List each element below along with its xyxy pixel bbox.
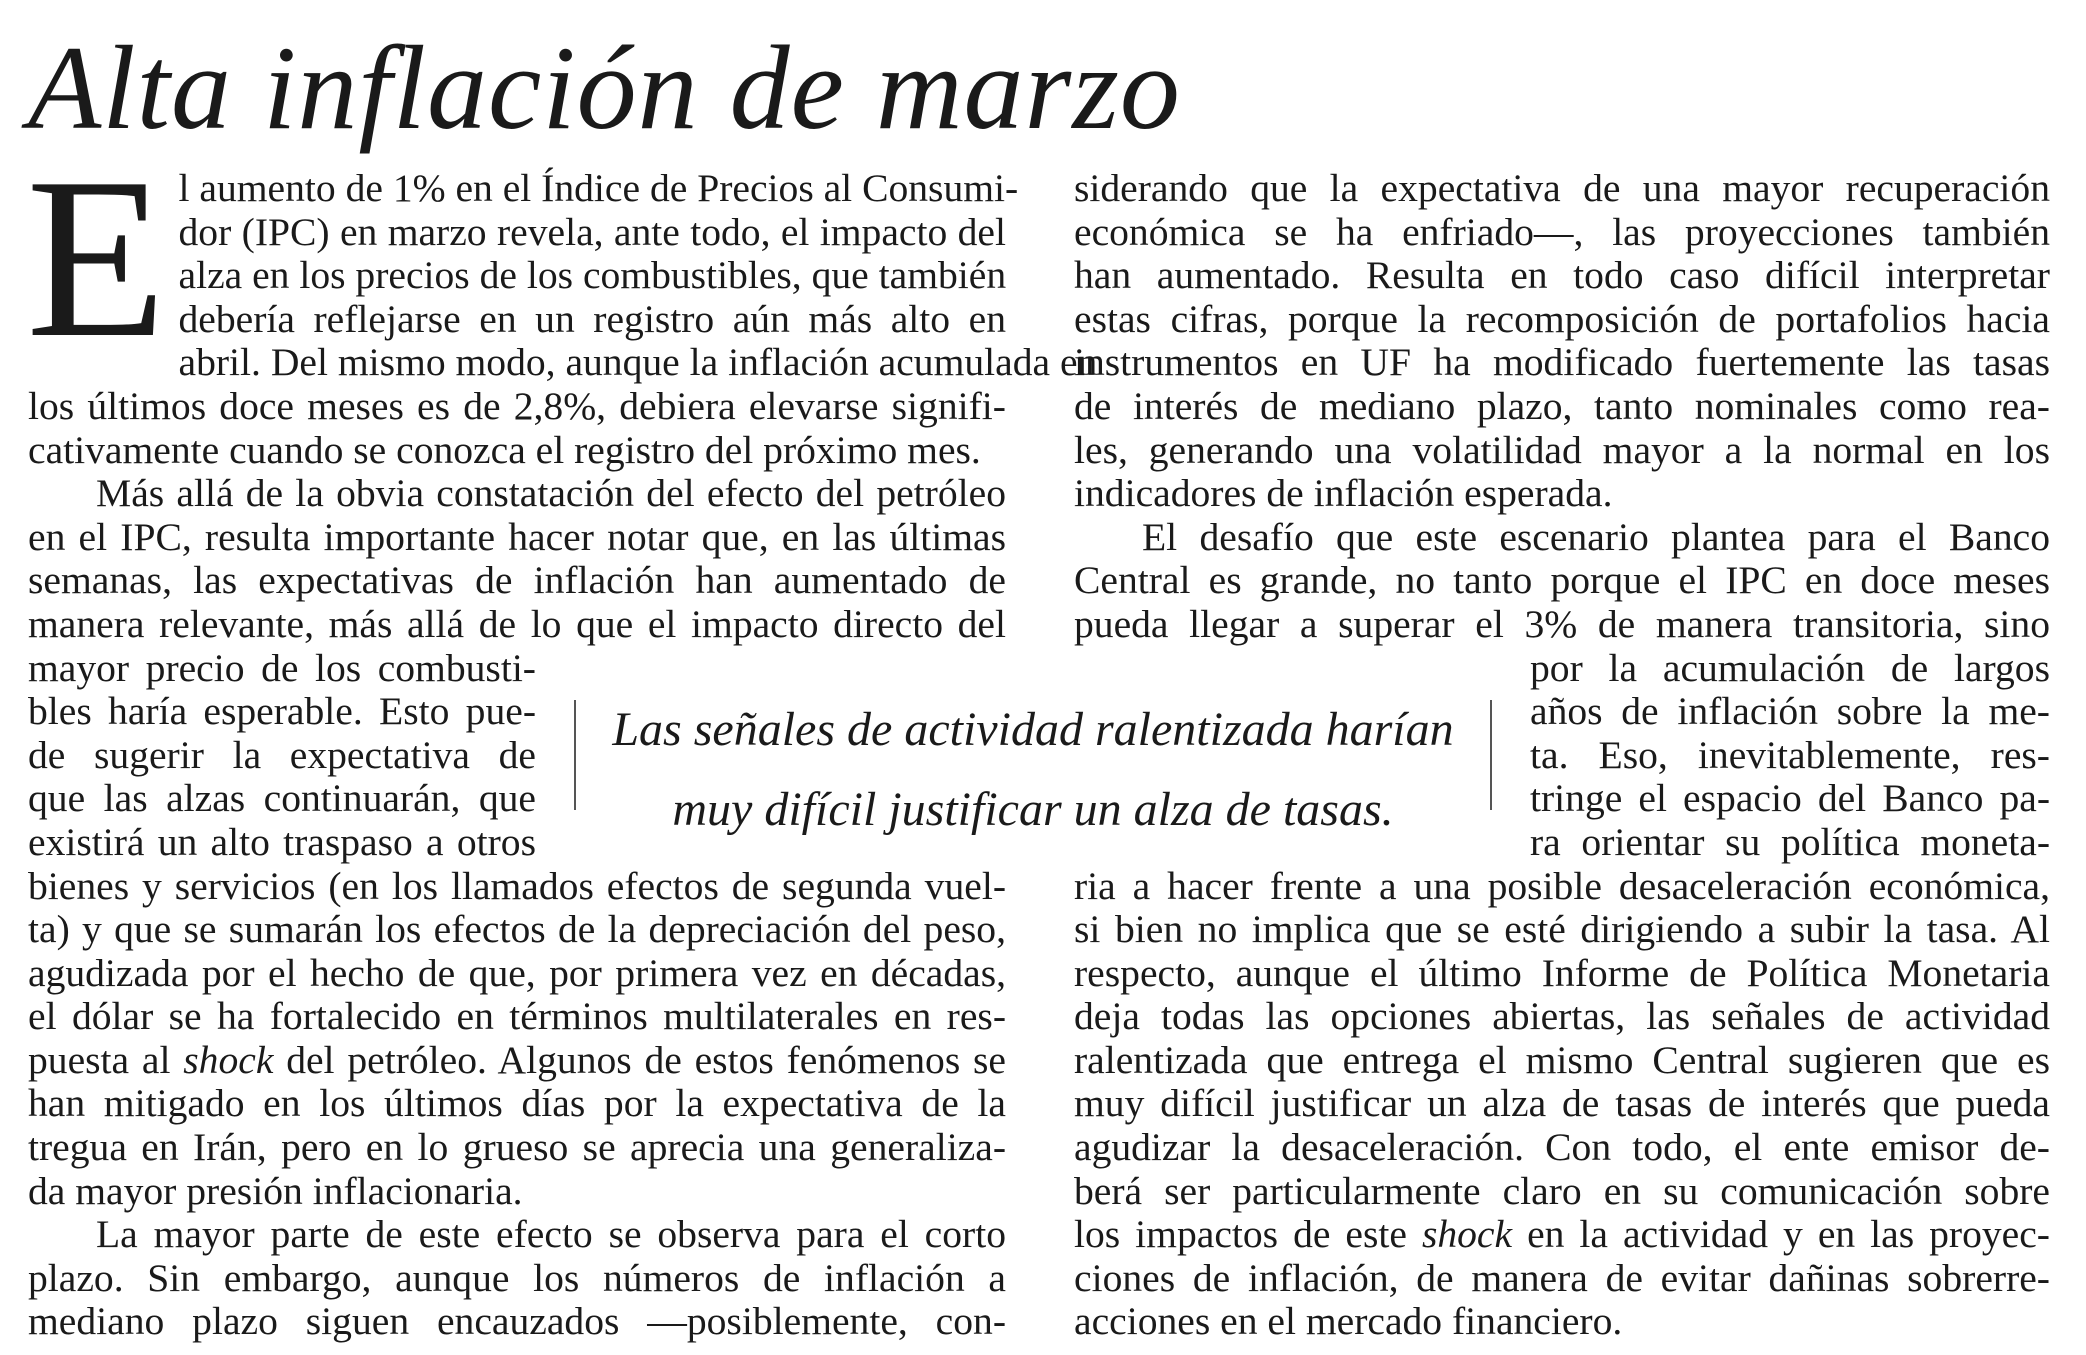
text-line: ciones de inflación, de manera de evitar dañinas sobrerre-	[1074, 1255, 2050, 1300]
pullquote-line: Las señales de actividad ralentizada harían	[612, 703, 1454, 756]
text-line	[1074, 1213, 2050, 1257]
text-line: muy difícil justificar un alza de tasas de interés que pueda	[1074, 1081, 2050, 1126]
text-line: semanas, las expectativas de inflación han aumentado de	[28, 558, 1006, 603]
text-fragment: los impactos de este	[1074, 1212, 1422, 1257]
text-line: ra orientar su política moneta-	[1530, 819, 2050, 864]
text-line: de interés de mediano plazo, tanto nominales como rea-	[1074, 383, 2050, 428]
shock-term: shock	[1421, 1212, 1513, 1257]
text-line: indicadores de inflación esperada.	[1074, 471, 1613, 516]
text-line: existirá un alto traspaso a otros	[28, 819, 536, 864]
text-line: siderando que la expectativa de una mayor recuperación	[1074, 166, 2050, 210]
text-line: años de inflación sobre la me-	[1530, 689, 2050, 734]
text-line: mediano plazo siguen encauzados —posiblemente, con-	[28, 1299, 1006, 1344]
text-fragment: del petróleo. Algunos de estos fenómenos se	[273, 1037, 1006, 1082]
text-line: abril. Del mismo modo, aunque la inflación acumulada en	[178, 340, 1098, 385]
text-line: dor (IPC) en marzo revela, ante todo, el impacto del	[178, 209, 1006, 254]
text-line: el dólar se ha fortalecido en términos multilaterales en res-	[28, 994, 1006, 1039]
text-line: de sugerir la expectativa de	[28, 732, 536, 777]
text-line: les, generando una volatilidad mayor a la normal en los	[1074, 427, 2050, 472]
text-line: económica se ha enfriado—, las proyecciones también	[1074, 209, 2050, 254]
text-line: debería reflejarse en un registro aún más alto en	[178, 296, 1006, 341]
text-line: respecto, aunque el último Informe de Política Monetaria	[1074, 950, 2050, 995]
text-line: alza en los precios de los combustibles, que también	[178, 253, 1007, 298]
text-line: l aumento de 1% en el Índice de Precios al Consumi-	[178, 166, 1019, 210]
text-line: en el IPC, resulta importante hacer notar que, en las últimas	[28, 514, 1006, 559]
text-line: plazo. Sin embargo, aunque los números de inflación a	[28, 1255, 1006, 1300]
paragraph-4	[1074, 167, 2050, 516]
text-line: acciones en el mercado financiero.	[1074, 1299, 1623, 1344]
shock-term: shock	[183, 1037, 274, 1082]
text-line: manera relevante, más allá de lo que el impacto directo del	[28, 601, 1006, 646]
text-line: bles haría esperable. Esto pue-	[28, 689, 536, 734]
text-fragment: puesta al	[28, 1037, 184, 1082]
paragraph-5	[1074, 516, 2050, 1344]
pullquote-left-rule	[574, 700, 576, 810]
text-line: que las alzas continuarán, que	[28, 776, 536, 821]
text-line: instrumentos en UF ha modificado fuertemente las tasas	[1074, 340, 2050, 385]
text-line: cativamente cuando se conozca el registro del próximo mes.	[28, 427, 981, 472]
text-line: estas cifras, porque la recomposición de portafolios hacia	[1074, 296, 2050, 341]
text-line: agudizar la desaceleración. Con todo, el ente emisor de-	[1074, 1125, 2050, 1170]
text-line: agudizada por el hecho de que, por primera vez en décadas,	[28, 950, 1006, 995]
paragraph-3	[28, 1213, 1006, 1344]
text-fragment: en la actividad y en las proyec-	[1512, 1212, 2050, 1257]
text-line: La mayor parte de este efecto se observa para el corto	[96, 1212, 1006, 1257]
drop-cap: E	[26, 130, 167, 385]
text-line: El desafío que este escenario plantea para el Banco	[1142, 514, 2050, 559]
text-line	[28, 1039, 1006, 1083]
text-line: tringe el espacio del Banco pa-	[1530, 776, 2050, 821]
headline: Alta inflación de marzo	[28, 21, 1181, 154]
text-line: por la acumulación de largos	[1530, 645, 2050, 690]
text-line: Más allá de la obvia constatación del efecto del petróleo	[96, 471, 1006, 516]
text-line: han mitigado en los últimos días por la expectativa de la	[28, 1081, 1006, 1126]
text-line: mayor precio de los combusti-	[28, 645, 536, 690]
text-line: da mayor presión inflacionaria.	[28, 1168, 523, 1213]
text-line: tregua en Irán, pero en lo grueso se aprecia una generaliza-	[28, 1125, 1006, 1170]
paragraph-1	[26, 130, 1098, 472]
text-line: bienes y servicios (en los llamados efectos de segunda vuel-	[28, 863, 1006, 908]
pullquote-line: muy difícil justificar un alza de tasas.	[672, 783, 1394, 836]
text-line: deja todas las opciones abiertas, las señales de actividad	[1074, 994, 2050, 1039]
text-line: ta. Eso, inevitablemente, res-	[1530, 732, 2050, 777]
text-line: los últimos doce meses es de 2,8%, debiera elevarse signifi-	[28, 383, 1006, 428]
text-line: Central es grande, no tanto porque el IPC en doce meses	[1074, 558, 2050, 603]
text-line: berá ser particularmente claro en su comunicación sobre	[1074, 1168, 2050, 1213]
pullquote-right-rule	[1490, 700, 1492, 810]
text-line: ta) y que se sumarán los efectos de la depreciación del peso,	[28, 907, 1006, 952]
text-line: han aumentado. Resulta en todo caso difícil interpretar	[1074, 253, 2050, 298]
text-line: ria a hacer frente a una posible desaceleración económica,	[1074, 863, 2050, 908]
text-line: si bien no implica que se esté dirigiendo a subir la tasa. Al	[1074, 907, 2050, 952]
pull-quote	[578, 690, 1488, 850]
text-line: pueda llegar a superar el 3% de manera transitoria, sino	[1074, 601, 2050, 646]
text-line: ralentizada que entrega el mismo Central sugieren que es	[1074, 1037, 2050, 1082]
